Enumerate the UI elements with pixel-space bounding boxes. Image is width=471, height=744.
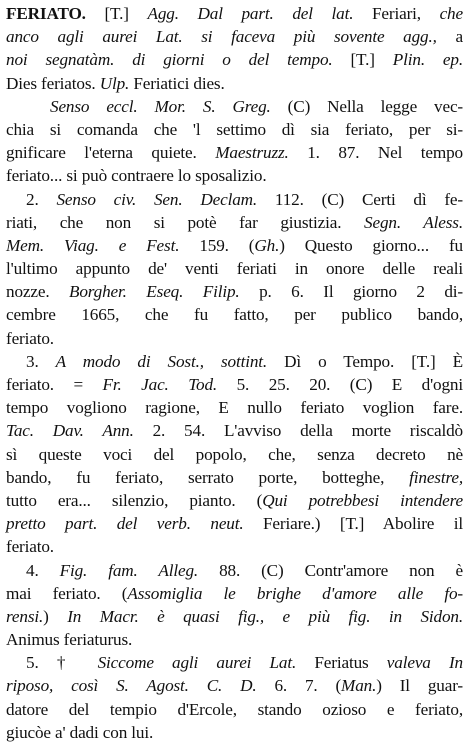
entry-text: sì queste voci del popolo, che, senza decreto nè [6,444,463,464]
italic-text: Plin. ep. [392,50,463,70]
italic-text: pretto part. del verb. neut. [6,514,244,534]
italic-text: A modo di Sost., sottint. [55,351,268,371]
entry-line [6,674,463,697]
entry-text: ) Questo giorno... fu [279,235,463,255]
entry-text: Animus feriaturus. [6,630,133,650]
entry-text: chia si comanda che 'l settimo dì sia feriato, per si- [6,119,463,139]
entry-line [6,25,463,48]
entry-line [6,605,463,628]
entry-text: feriato. [6,328,54,348]
entry-text: giucòe a' dadi con lui. [6,722,154,742]
entry-line [6,373,463,396]
italic-text: Siccome agli aurei Lat. [97,653,297,673]
entry-line [6,721,463,744]
entry-line [6,582,463,605]
entry-line [6,327,463,350]
italic-text: che [439,4,463,23]
dictionary-entry-feriato [6,2,463,744]
entry-line [6,2,463,25]
entry-line [6,628,463,651]
entry-line [6,257,463,280]
italic-text: riposo, così S. Agost. C. D. [6,676,257,696]
entry-text: 2. 54. L'avviso della morte riscaldò [133,421,463,441]
entry-line [6,512,463,535]
entry-line [6,141,463,164]
italic-text: anco agli aurei Lat. si faceva più sovente agg., [6,27,437,47]
entry-line [6,211,463,234]
entry-text: Feriatus [296,653,387,673]
entry-line [6,303,463,326]
entry-line [6,72,463,95]
entry-text: bando, fu feriato, serrato porte, botteghe, [6,467,410,487]
entry-text: datore del tempio d'Ercole, stando ozioso e feriato, [6,699,463,719]
entry-line [6,559,463,582]
entry-text: feriato. = [6,375,103,394]
italic-text: In Macr. è quasi fig., e più fig. in Sidon. [67,606,463,626]
entry-text: 5. 25. 20. (C) E d'ogni [217,375,463,394]
entry-line [6,489,463,512]
entry-text: 3. [26,351,56,371]
entry-text: p. 6. Il giorno 2 di- [239,282,463,302]
italic-text: Assomiglia le brighe d'amore alle fo- [127,583,463,603]
entry-text: Dies feriatos. [6,73,100,93]
entry-text: 2. [26,189,57,209]
entry-text: tutto era... silenzio, pianto. ( [6,490,263,510]
entry-text: mai feriato. ( [6,583,128,603]
entry-text: 5. † [26,653,98,673]
italic-text: Senso eccl. Mor. S. Greg. [50,96,271,116]
entry-text: gnificare l'eterna quiete. [6,143,216,163]
entry-text: 4. [26,560,60,580]
italic-text: Fr. Jac. Tod. [102,375,218,394]
entry-line [6,234,463,257]
entry-text: a [436,27,463,47]
italic-text: Agg. Dal part. del lat. [147,4,354,23]
entry-line [6,419,463,442]
entry-text: [T.] [332,50,393,70]
entry-line [6,280,463,303]
entry-text: 112. (C) Certi dì fe- [257,189,463,209]
entry-line [6,95,463,118]
entry-text: tempo vogliono ragione, E nullo feriato voglion fare. [6,398,463,418]
entry-line [6,651,463,674]
entry-text: nozze. [6,282,69,302]
entry-text: 6. 7. ( [256,676,342,696]
italic-text: valeva In [386,653,463,673]
headword: FERIATO. [6,4,86,23]
italic-text: Mem. Viag. e Fest. [6,235,180,255]
italic-text: Qui potrebbesi intendere [262,490,463,510]
entry-line [6,466,463,489]
entry-line [6,118,463,141]
entry-text: Feriatici dies. [129,73,225,93]
entry-line [6,535,463,558]
entry-text: cembre 1665, che fu fatto, per publico bando, [6,305,463,325]
entry-line [6,164,463,187]
italic-text: Tac. Dav. Ann. [6,421,134,441]
entry-text: feriato... si può contraere lo sposalizio. [6,166,267,186]
entry-text: 88. (C) Contr'amore non è [198,560,463,580]
entry-text: Feriare.) [T.] Abolire il [243,514,463,534]
entry-text: Feriari, [353,4,440,23]
entry-text: 1. 87. Nel tempo [288,143,463,163]
entry-text: riati, che non si potè far giustizia. [6,212,365,232]
italic-text: Segn. Aless. [364,212,463,232]
entry-line [6,350,463,373]
italic-text: rensi. [6,606,44,626]
entry-text: ) Il guar- [376,676,463,696]
italic-text: noi segnatàm. di giorni o del tempo. [6,50,333,70]
italic-text: Senso civ. Sen. Declam. [56,189,258,209]
entry-line [6,188,463,211]
entry-text: ) [43,606,68,626]
entry-text: feriato. [6,537,54,557]
italic-text: Fig. fam. Alleg. [59,560,199,580]
entry-text: [T.] [85,4,148,23]
entry-line [6,698,463,721]
italic-text: Borgher. Eseq. Filip. [68,282,240,302]
italic-text: Ulp. [99,73,130,93]
entry-line [6,396,463,419]
entry-text: l'ultimo appunto de' venti feriati in onore delle reali [6,259,463,279]
entry-text: Dì o Tempo. [T.] È [267,351,463,371]
italic-text: Man. [341,676,377,696]
entry-line [6,48,463,71]
italic-text: finestre, [409,467,463,487]
entry-line [6,443,463,466]
entry-text: (C) Nella legge vec- [270,96,464,116]
italic-text: Gh. [254,235,280,255]
italic-text: Maestruzz. [215,143,289,163]
entry-text: 159. ( [179,235,255,255]
